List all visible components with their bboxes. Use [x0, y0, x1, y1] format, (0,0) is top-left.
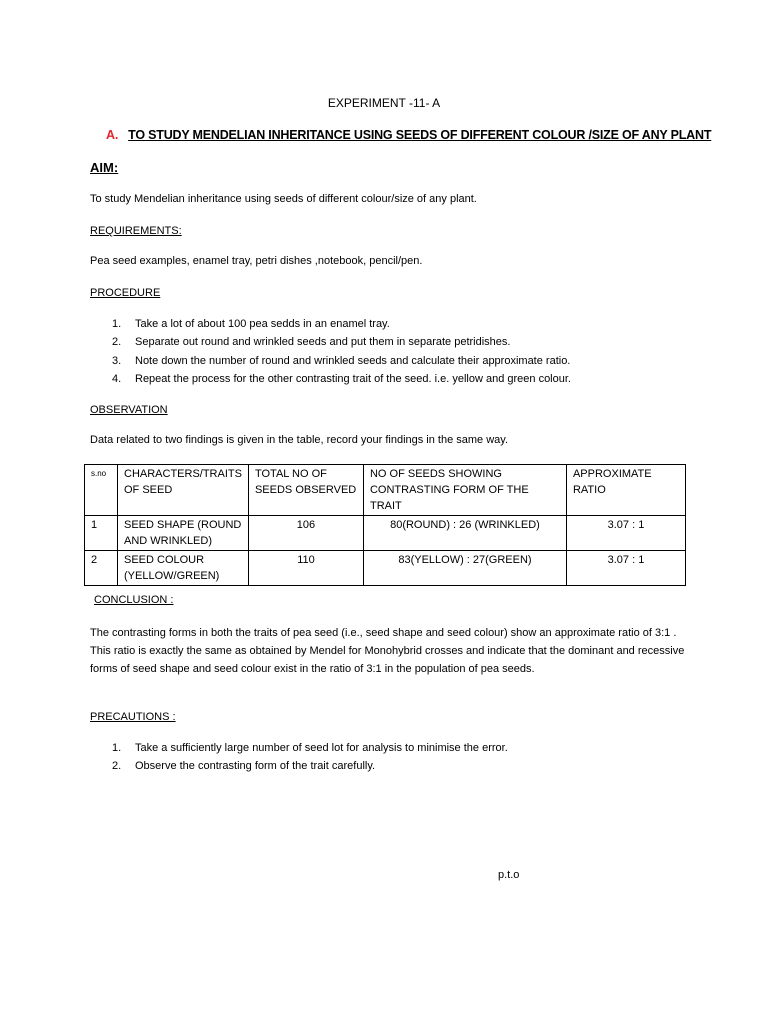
list-item: 2. Observe the contrasting form of the trait carefully.	[112, 760, 376, 773]
precautions-list	[90, 739, 508, 776]
conclusion-label: CONCLUSION :	[94, 594, 174, 606]
column-header: TOTAL NO OF SEEDS OBSERVED	[248, 465, 363, 516]
observation-table	[84, 464, 686, 586]
column-header: APPROXIMATE RATIO	[566, 465, 685, 516]
table-cell: SEED COLOUR (YELLOW/GREEN)	[118, 551, 249, 586]
observation-text: Data related to two findings is given in the table, record your findings in the same way.	[90, 434, 509, 446]
table-row	[85, 551, 686, 586]
table-cell: SEED SHAPE (ROUND AND WRINKLED)	[118, 516, 249, 551]
column-header: CHARACTERS/TRAITS OF SEED	[118, 465, 249, 516]
aim-text: To study Mendelian inheritance using seeds of different colour/size of any plant.	[90, 193, 477, 205]
table-header-row	[85, 465, 686, 516]
table-cell: 2	[85, 551, 118, 586]
procedure-list	[90, 315, 571, 388]
conclusion-text: The contrasting forms in both the traits of pea seed (i.e., seed shape and seed colour) show an approximate ratio of 3:1 . This ratio is exactly the same as obtained by Mendel for Monohybrid crosses and indicate that the dominant and recessive forms of seed shape and seed colour exist in the ratio of 3:1 in the population of pea seeds.	[90, 627, 685, 675]
procedure-label: PROCEDURE	[90, 287, 161, 299]
table-cell: 1	[85, 516, 118, 551]
table-cell: 80(ROUND) : 26 (WRINKLED)	[363, 516, 566, 551]
table-cell: 106	[248, 516, 363, 551]
section-letter: A.	[106, 128, 119, 142]
requirements-label: REQUIREMENTS:	[90, 225, 182, 237]
requirements-text: Pea seed examples, enamel tray, petri dishes ,notebook, pencil/pen.	[90, 255, 423, 267]
column-header: NO OF SEEDS SHOWING CONTRASTING FORM OF THE TRAIT	[363, 465, 566, 516]
table-cell: 110	[248, 551, 363, 586]
aim-label: AIM:	[90, 160, 119, 175]
section-heading	[106, 128, 711, 142]
list-item: 4. Repeat the process for the other contrasting trait of the seed. i.e. yellow and green colour.	[112, 372, 571, 385]
table-cell: 3.07 : 1	[566, 516, 685, 551]
table-row	[85, 516, 686, 551]
page-turn-note: p.t.o	[498, 869, 520, 881]
precautions-label: PRECAUTIONS :	[90, 711, 176, 723]
observation-label: OBSERVATION	[90, 404, 168, 416]
experiment-title: EXPERIMENT -11- A	[327, 96, 441, 110]
column-header: s.no	[85, 465, 118, 516]
section-heading-text: TO STUDY MENDELIAN INHERITANCE USING SEEDS OF DIFFERENT COLOUR /SIZE OF ANY PLANT	[128, 128, 712, 142]
table-cell: 83(YELLOW) : 27(GREEN)	[363, 551, 566, 586]
table-cell: 3.07 : 1	[566, 551, 685, 586]
list-item: 3. Note down the number of round and wrinkled seeds and calculate their approximate ratio.	[112, 354, 571, 367]
list-item: 2. Separate out round and wrinkled seeds and put them in separate petridishes.	[112, 336, 511, 349]
list-item: 1. Take a lot of about 100 pea sedds in an enamel tray.	[112, 318, 390, 330]
list-item: 1. Take a sufficiently large number of seed lot for analysis to minimise the error.	[112, 742, 508, 754]
